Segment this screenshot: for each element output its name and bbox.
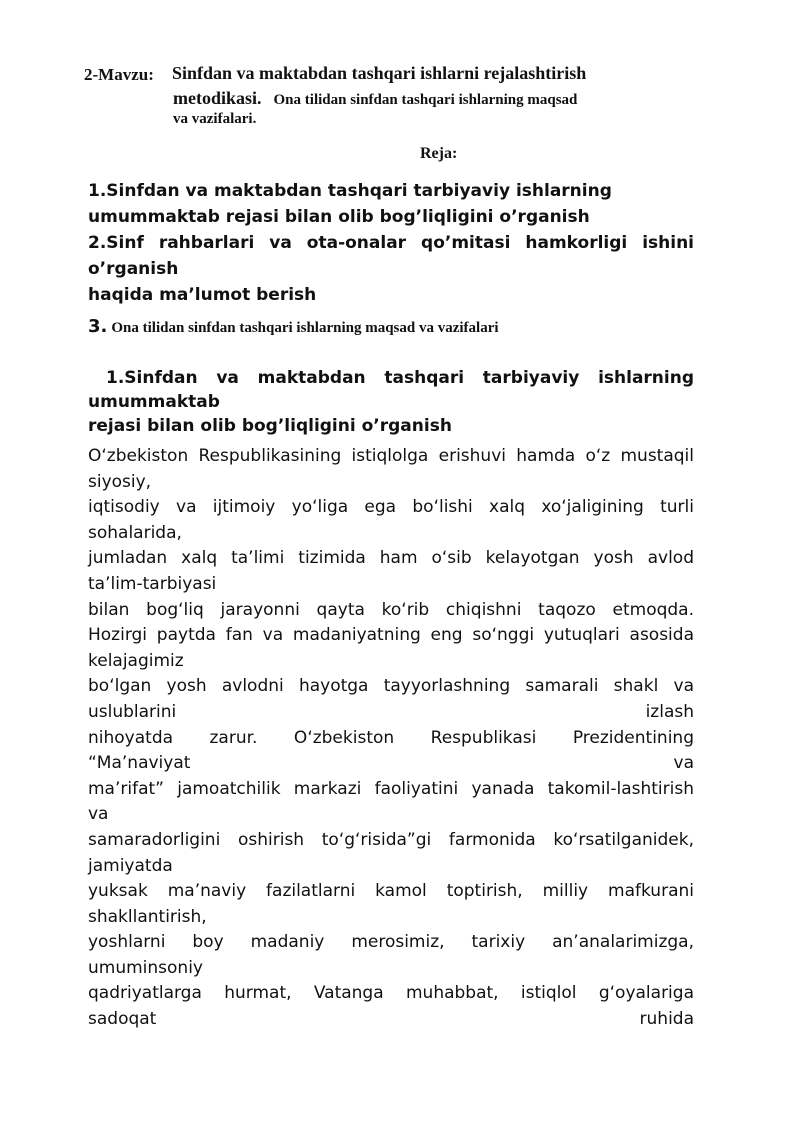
section-heading-line2: umummaktab xyxy=(88,392,220,412)
body-line: “Ma’naviyat va xyxy=(88,753,694,774)
topic-number: 2-Mavzu: xyxy=(84,65,154,84)
body-line: va xyxy=(88,804,109,825)
topic-subtitle-line2: va vazifalari. xyxy=(173,111,257,127)
section-heading-line3: rejasi bilan olib bog’liqligini o’rganish xyxy=(88,416,452,436)
plan-item3 xyxy=(88,316,694,337)
body-line: Hozirgi paytda fan va madaniyatning eng so‘nggi yutuqlari asosida xyxy=(88,625,694,646)
plan-item1-line1: 1.Sinfdan va maktabdan tashqari tarbiyaviy ishlarning xyxy=(88,181,612,201)
plan-item1-line2: umummaktab rejasi bilan olib bog’liqligini o’rganish xyxy=(88,207,590,227)
topic-header xyxy=(84,62,704,128)
body-line: sohalarida, xyxy=(88,522,182,543)
body-line: shakllantirish, xyxy=(88,906,207,927)
body-line: kelajagimiz xyxy=(88,650,184,671)
body-line: bilan bog‘liq jarayonni qayta ko‘rib chiqishni taqozo etmoqda. xyxy=(88,599,694,620)
plan-item3-number: 3. xyxy=(88,316,108,337)
body-line: jamiyatda xyxy=(88,855,173,876)
body-line: jumladan xalq ta’limi tizimida ham o‘sib kelayotgan yosh avlod xyxy=(88,548,694,569)
section-heading-line1: 1.Sinfdan va maktabdan tashqari tarbiyaviy ishlarning xyxy=(106,368,694,388)
body-line: yuksak ma’naviy fazilatlarni kamol toptirish, milliy mafkurani xyxy=(88,881,694,902)
body-line: sadoqat ruhida xyxy=(88,1009,694,1030)
body-line: umuminsoniy xyxy=(88,957,203,978)
plan-item2-line2: o’rganish xyxy=(88,259,179,279)
section-heading xyxy=(88,366,694,438)
body-line: ta’lim-tarbiyasi xyxy=(88,573,217,594)
plan-label: Reja: xyxy=(420,145,458,162)
body-line: yoshlarni boy madaniy merosimiz, tarixiy an’analarimizga, xyxy=(88,932,694,953)
plan-item3-text: Ona tilidan sinfdan tashqari ishlarning maqsad va vazifalari xyxy=(111,320,499,336)
topic-subtitle-line1: Ona tilidan sinfdan tashqari ishlarning maqsad xyxy=(273,92,578,108)
plan-item2-line1: 2.Sinf rahbarlari va ota-onalar qo’mitasi hamkorligi ishini xyxy=(88,233,694,253)
body-text xyxy=(88,444,694,1033)
body-line: ma’rifat” jamoatchilik markazi faoliyatini yanada takomil-lashtirish xyxy=(88,778,694,799)
body-line: uslublarini izlash xyxy=(88,701,694,722)
body-line: iqtisodiy va ijtimoiy yo‘liga ega bo‘lishi xalq xo‘jaligining turli xyxy=(88,497,694,518)
body-line: samaradorligini oshirish to‘g‘risida”gi farmonida ko‘rsatilganidek, xyxy=(88,829,694,850)
body-line: nihoyatda zarur. O‘zbekiston Respublikasi Prezidentining xyxy=(88,727,694,748)
plan-item2-line3: haqida ma’lumot berish xyxy=(88,285,317,305)
body-line: qadriyatlarga hurmat, Vatanga muhabbat, istiqlol g‘oyalariga xyxy=(88,983,694,1004)
body-line: siyosiy, xyxy=(88,471,152,492)
body-line: bo‘lgan yosh avlodni hayotga tayyorlashning samarali shakl va xyxy=(88,676,694,697)
body-line: O‘zbekiston Respublikasining istiqlolga erishuvi hamda o‘z mustaqil xyxy=(88,446,694,466)
topic-title-line1: Sinfdan va maktabdan tashqari ishlarni rejalashtirish xyxy=(172,63,587,83)
plan-list xyxy=(88,178,694,308)
topic-title-line2: metodikasi. xyxy=(173,88,262,108)
